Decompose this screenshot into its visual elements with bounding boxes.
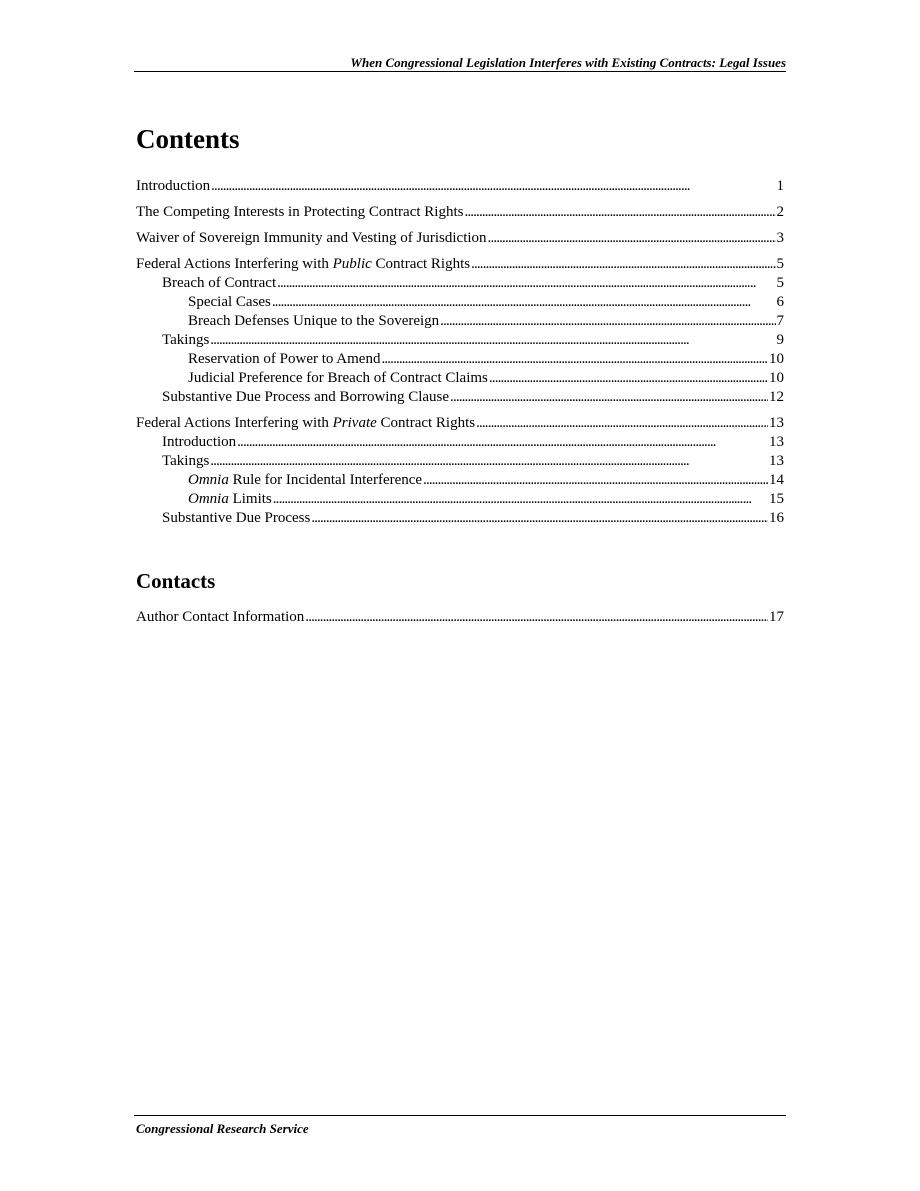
toc-entry-label: Takings (162, 332, 210, 348)
toc-page-number: 3 (776, 230, 784, 246)
toc-entry-link[interactable] (162, 331, 209, 350)
contents-heading: Contents (136, 124, 240, 154)
toc-entry-label: Author Contact Information (136, 609, 305, 625)
toc-entry-emphasis: Public (332, 256, 372, 272)
toc-entry[interactable] (136, 274, 784, 293)
toc-page-number: 7 (776, 313, 784, 329)
toc-entry-label: Waiver of Sovereign Immunity and Vesting of Jurisdiction (136, 230, 487, 246)
toc-entry-label: Reservation of Power to Amend (188, 351, 381, 367)
toc-entry-label-suffix: Contract Rights (371, 256, 471, 272)
toc-page-number: 17 (769, 609, 784, 625)
dot-leader (440, 312, 775, 331)
dot-leader (305, 608, 768, 627)
toc-entry-link[interactable] (136, 255, 470, 274)
dot-leader (489, 369, 768, 388)
dot-leader (450, 388, 768, 407)
dot-leader (237, 433, 768, 452)
toc-entry-label: Introduction (136, 178, 211, 194)
toc-entry-link[interactable] (188, 293, 271, 312)
toc-entry-link[interactable] (188, 471, 422, 490)
toc-page-number: 10 (769, 351, 784, 367)
dot-leader (476, 414, 768, 433)
toc-page-number: 13 (769, 415, 784, 431)
contacts-heading: Contacts (136, 569, 216, 593)
toc-entry-link[interactable] (136, 414, 475, 433)
toc-page-number: 14 (769, 472, 784, 488)
toc-page-number: 15 (769, 491, 784, 507)
toc-entry[interactable] (136, 203, 784, 222)
toc-entry-label: Breach of Contract (162, 275, 277, 291)
toc-entry-link[interactable] (188, 369, 488, 388)
toc-entry-label: Introduction (162, 434, 237, 450)
toc-entry[interactable] (136, 177, 784, 196)
toc-entry-link[interactable] (188, 350, 380, 369)
toc-entry-link[interactable] (188, 490, 272, 509)
toc-entry-label-suffix: Rule for Incidental Interference (228, 472, 423, 488)
toc-page-number: 16 (769, 510, 784, 526)
toc-entry[interactable] (136, 471, 784, 490)
toc-entry-link[interactable] (162, 452, 209, 471)
toc-page-number: 5 (776, 256, 784, 272)
toc-entry-label: Substantive Due Process and Borrowing Clause (162, 389, 450, 405)
contacts-list (136, 608, 784, 627)
dot-leader (272, 293, 776, 312)
toc-page-number: 2 (776, 204, 784, 220)
toc-page-number: 1 (776, 178, 784, 194)
toc-entry-label: Special Cases (188, 294, 271, 310)
toc-entry-link[interactable] (162, 274, 276, 293)
dot-leader (277, 274, 775, 293)
toc-entry-label: Judicial Preference for Breach of Contract Claims (188, 370, 488, 386)
dot-leader (211, 177, 775, 196)
toc-page-number: 13 (769, 453, 784, 469)
toc-entry-label: Takings (162, 453, 210, 469)
dot-leader (273, 490, 768, 509)
toc-entry[interactable] (136, 509, 784, 528)
toc-entry-link[interactable] (136, 229, 487, 248)
toc-entry-link[interactable] (136, 203, 463, 222)
toc-entry-emphasis: Private (332, 415, 377, 431)
toc-entry[interactable] (136, 293, 784, 312)
dot-leader (488, 229, 776, 248)
toc-entry-label: Federal Actions Interfering with (136, 256, 333, 272)
toc-page-number: 13 (769, 434, 784, 450)
toc-entry[interactable] (136, 369, 784, 388)
toc-entry-link[interactable] (188, 312, 439, 331)
toc-entry[interactable] (136, 331, 784, 350)
toc-entry[interactable] (136, 433, 784, 452)
dot-leader (210, 452, 768, 471)
running-header: When Congressional Legislation Interferes with Existing Contracts: Legal Issues (350, 55, 786, 70)
toc-entry-label: Substantive Due Process (162, 510, 311, 526)
toc-entry[interactable] (136, 388, 784, 407)
toc-entry[interactable] (136, 414, 784, 433)
toc-entry-link[interactable] (162, 509, 310, 528)
table-of-contents (136, 177, 784, 528)
toc-entry[interactable] (136, 229, 784, 248)
toc-entry[interactable] (136, 255, 784, 274)
toc-entry[interactable] (136, 490, 784, 509)
toc-entry-link[interactable] (162, 433, 236, 452)
toc-page-number: 12 (769, 389, 784, 405)
toc-entry-label: Breach Defenses Unique to the Sovereign (188, 313, 440, 329)
toc-entry-emphasis: Omnia (188, 491, 229, 507)
dot-leader (471, 255, 775, 274)
dot-leader (423, 471, 768, 490)
toc-page-number: 10 (769, 370, 784, 386)
toc-page-number: 6 (776, 294, 784, 310)
dot-leader (381, 350, 768, 369)
toc-entry[interactable] (136, 608, 784, 627)
toc-entry-emphasis: Omnia (188, 472, 229, 488)
header-rule (134, 71, 786, 72)
toc-entry-label: Federal Actions Interfering with (136, 415, 333, 431)
toc-page-number: 9 (776, 332, 784, 348)
toc-entry[interactable] (136, 452, 784, 471)
dot-leader (464, 203, 775, 222)
dot-leader (210, 331, 775, 350)
dot-leader (311, 509, 768, 528)
footer-rule (134, 1115, 786, 1116)
toc-entry-link[interactable] (136, 177, 210, 196)
toc-entry[interactable] (136, 312, 784, 331)
toc-entry-label-suffix: Contract Rights (376, 415, 476, 431)
toc-page-number: 5 (776, 275, 784, 291)
toc-entry-link[interactable] (136, 608, 304, 627)
toc-entry-link[interactable] (162, 388, 449, 407)
toc-entry[interactable] (136, 350, 784, 369)
toc-entry-label: The Competing Interests in Protecting Contract Rights (136, 204, 464, 220)
toc-entry-label-suffix: Limits (228, 491, 272, 507)
footer-text: Congressional Research Service (136, 1121, 309, 1136)
